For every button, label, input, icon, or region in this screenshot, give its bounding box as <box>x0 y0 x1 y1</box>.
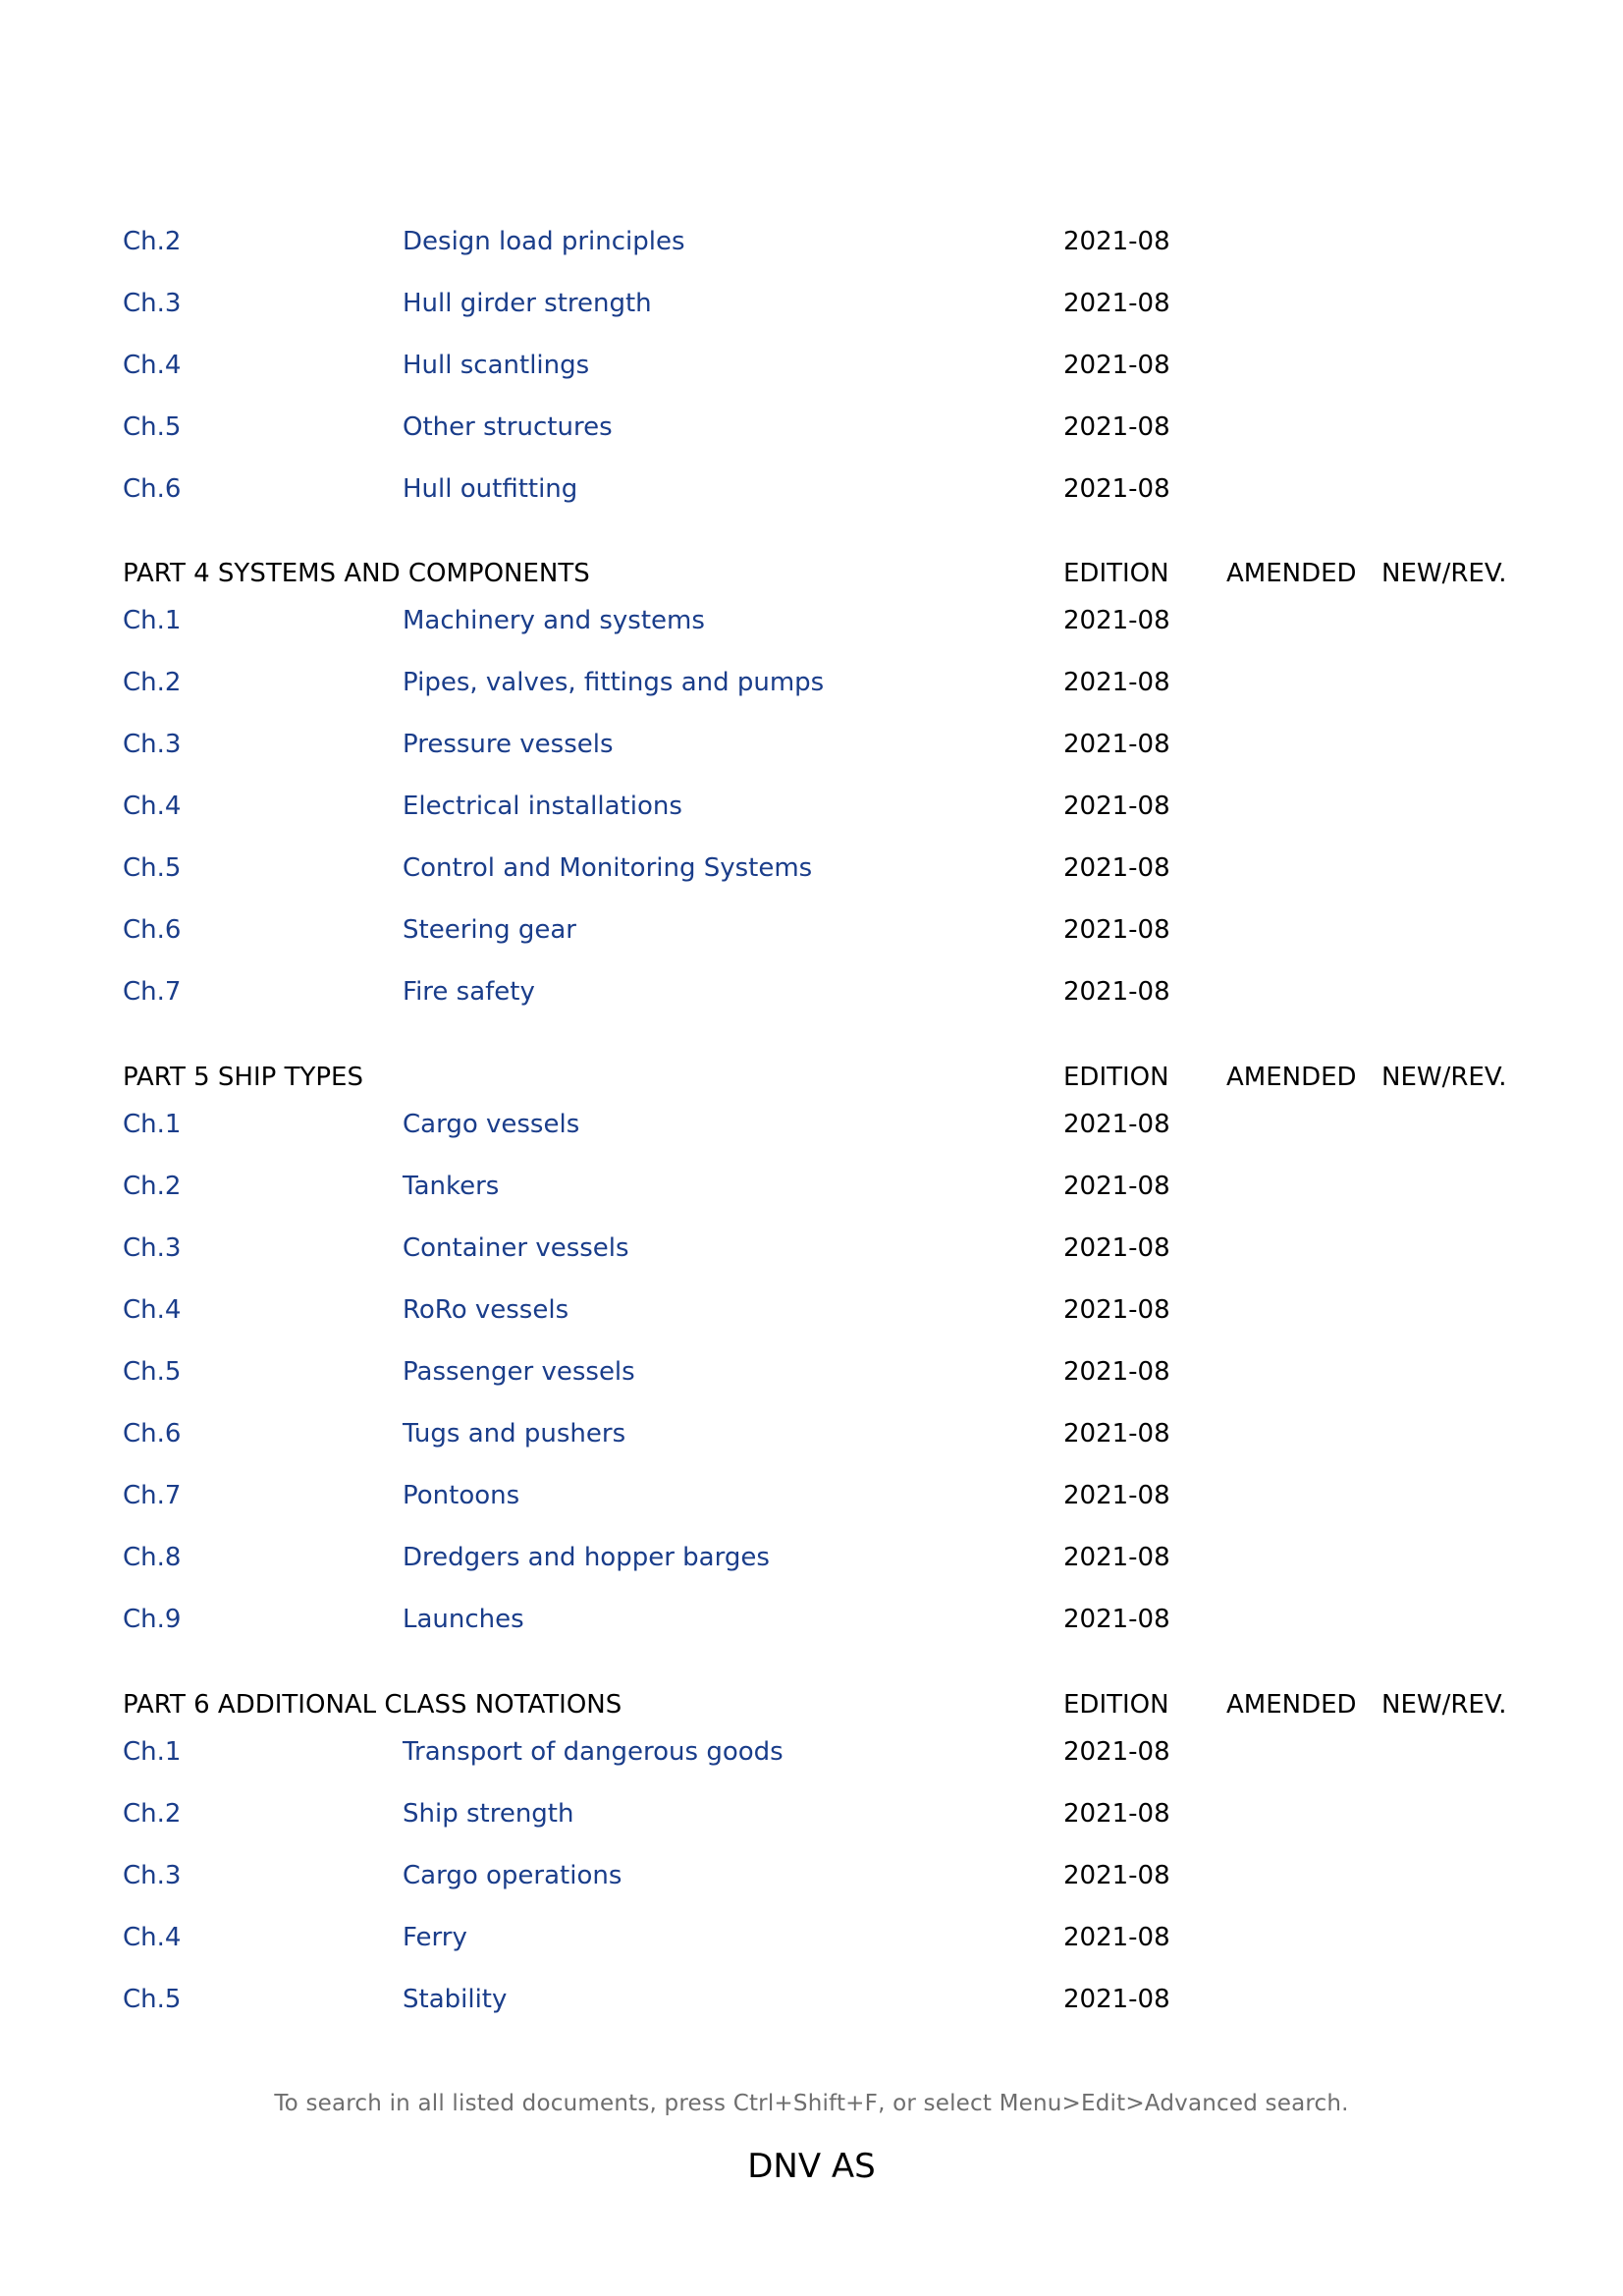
chapter-edition: 2021-08 <box>1063 915 1170 945</box>
chapter-title-link[interactable]: Hull scantlings <box>403 351 590 380</box>
chapter-row[interactable] <box>0 787 1623 826</box>
chapter-row[interactable] <box>0 1980 1623 2019</box>
chapter-row[interactable] <box>0 1794 1623 1833</box>
part-title: PART 6 ADDITIONAL CLASS NOTATIONS <box>123 1690 622 1720</box>
chapter-title-link[interactable]: Design load principles <box>403 227 685 256</box>
chapter-row[interactable] <box>0 1414 1623 1453</box>
chapter-row[interactable] <box>0 848 1623 888</box>
chapter-row[interactable] <box>0 1290 1623 1330</box>
chapter-title-link[interactable]: Tankers <box>403 1172 500 1201</box>
edition-column-header: EDITION <box>1063 1690 1169 1720</box>
amended-column-header: AMENDED <box>1226 1063 1357 1092</box>
chapter-row[interactable] <box>0 1856 1623 1895</box>
newrev-column-header: NEW/REV. <box>1381 559 1507 588</box>
chapter-title-link[interactable]: Ferry <box>403 1923 467 1952</box>
chapter-title-link[interactable]: Other structures <box>403 412 613 442</box>
chapter-number-link[interactable]: Ch.1 <box>123 606 182 635</box>
chapter-edition: 2021-08 <box>1063 853 1170 883</box>
chapter-number-link[interactable]: Ch.3 <box>123 289 182 318</box>
chapter-edition: 2021-08 <box>1063 227 1170 256</box>
chapter-title-link[interactable]: Steering gear <box>403 915 576 945</box>
chapter-title-link[interactable]: Pontoons <box>403 1481 520 1510</box>
chapter-edition: 2021-08 <box>1063 1481 1170 1510</box>
chapter-number-link[interactable]: Ch.5 <box>123 1357 182 1387</box>
chapter-title-link[interactable]: Hull girder strength <box>403 289 652 318</box>
chapter-row[interactable] <box>0 910 1623 950</box>
chapter-number-link[interactable]: Ch.7 <box>123 1481 182 1510</box>
chapter-title-link[interactable]: Pipes, valves, fittings and pumps <box>403 668 825 697</box>
chapter-row[interactable] <box>0 1229 1623 1268</box>
chapter-number-link[interactable]: Ch.7 <box>123 977 182 1007</box>
chapter-number-link[interactable]: Ch.5 <box>123 412 182 442</box>
search-instructions: To search in all listed documents, press Ctrl+Shift+F, or select Menu>Edit>Advanced search. <box>274 2091 1349 2116</box>
edition-column-header: EDITION <box>1063 1063 1169 1092</box>
chapter-edition: 2021-08 <box>1063 1295 1170 1325</box>
chapter-number-link[interactable]: Ch.3 <box>123 730 182 759</box>
chapter-title-link[interactable]: Control and Monitoring Systems <box>403 853 813 883</box>
chapter-title-link[interactable]: Electrical installations <box>403 792 682 821</box>
chapter-edition: 2021-08 <box>1063 730 1170 759</box>
chapter-number-link[interactable]: Ch.6 <box>123 1419 182 1449</box>
chapter-row[interactable] <box>0 663 1623 702</box>
chapter-row[interactable] <box>0 408 1623 447</box>
chapter-number-link[interactable]: Ch.4 <box>123 1923 182 1952</box>
chapter-number-link[interactable]: Ch.6 <box>123 474 182 504</box>
chapter-row[interactable] <box>0 346 1623 385</box>
chapter-title-link[interactable]: Pressure vessels <box>403 730 614 759</box>
chapter-edition: 2021-08 <box>1063 1923 1170 1952</box>
chapter-number-link[interactable]: Ch.2 <box>123 668 182 697</box>
chapter-edition: 2021-08 <box>1063 668 1170 697</box>
chapter-title-link[interactable]: Fire safety <box>403 977 535 1007</box>
chapter-edition: 2021-08 <box>1063 474 1170 504</box>
chapter-row[interactable] <box>0 222 1623 261</box>
chapter-number-link[interactable]: Ch.9 <box>123 1605 182 1634</box>
chapter-title-link[interactable]: RoRo vessels <box>403 1295 569 1325</box>
chapter-title-link[interactable]: Launches <box>403 1605 524 1634</box>
chapter-row[interactable] <box>0 972 1623 1011</box>
chapter-title-link[interactable]: Ship strength <box>403 1799 574 1829</box>
chapter-title-link[interactable]: Cargo operations <box>403 1861 622 1890</box>
chapter-title-link[interactable]: Transport of dangerous goods <box>403 1737 784 1767</box>
chapter-edition: 2021-08 <box>1063 412 1170 442</box>
chapter-title-link[interactable]: Dredgers and hopper barges <box>403 1543 770 1572</box>
chapter-number-link[interactable]: Ch.8 <box>123 1543 182 1572</box>
chapter-edition: 2021-08 <box>1063 1172 1170 1201</box>
chapter-title-link[interactable]: Stability <box>403 1985 508 2014</box>
part-header <box>0 1685 1623 1724</box>
amended-column-header: AMENDED <box>1226 1690 1357 1720</box>
chapter-title-link[interactable]: Passenger vessels <box>403 1357 635 1387</box>
chapter-edition: 2021-08 <box>1063 1419 1170 1449</box>
chapter-edition: 2021-08 <box>1063 1861 1170 1890</box>
part-title: PART 5 SHIP TYPES <box>123 1063 363 1092</box>
chapter-number-link[interactable]: Ch.3 <box>123 1233 182 1263</box>
chapter-number-link[interactable]: Ch.1 <box>123 1110 182 1139</box>
chapter-title-link[interactable]: Container vessels <box>403 1233 629 1263</box>
chapter-edition: 2021-08 <box>1063 1543 1170 1572</box>
newrev-column-header: NEW/REV. <box>1381 1690 1507 1720</box>
chapter-edition: 2021-08 <box>1063 289 1170 318</box>
chapter-row[interactable] <box>0 1476 1623 1515</box>
part-title: PART 4 SYSTEMS AND COMPONENTS <box>123 559 590 588</box>
chapter-number-link[interactable]: Ch.4 <box>123 351 182 380</box>
chapter-number-link[interactable]: Ch.4 <box>123 1295 182 1325</box>
chapter-row[interactable] <box>0 1105 1623 1144</box>
chapter-row[interactable] <box>0 601 1623 640</box>
chapter-edition: 2021-08 <box>1063 1110 1170 1139</box>
chapter-title-link[interactable]: Cargo vessels <box>403 1110 580 1139</box>
chapter-row[interactable] <box>0 1918 1623 1957</box>
chapter-number-link[interactable]: Ch.2 <box>123 1799 182 1829</box>
chapter-row[interactable] <box>0 1167 1623 1206</box>
chapter-edition: 2021-08 <box>1063 1357 1170 1387</box>
part-header <box>0 554 1623 593</box>
chapter-edition: 2021-08 <box>1063 606 1170 635</box>
chapter-row[interactable] <box>0 1538 1623 1577</box>
chapter-row[interactable] <box>0 1352 1623 1392</box>
chapter-row[interactable] <box>0 1600 1623 1639</box>
chapter-title-link[interactable]: Tugs and pushers <box>403 1419 626 1449</box>
chapter-edition: 2021-08 <box>1063 351 1170 380</box>
chapter-number-link[interactable]: Ch.1 <box>123 1737 182 1767</box>
newrev-column-header: NEW/REV. <box>1381 1063 1507 1092</box>
chapter-row[interactable] <box>0 284 1623 323</box>
chapter-row[interactable] <box>0 725 1623 764</box>
chapter-number-link[interactable]: Ch.2 <box>123 227 182 256</box>
chapter-title-link[interactable]: Hull outfitting <box>403 474 578 504</box>
chapter-edition: 2021-08 <box>1063 1737 1170 1767</box>
chapter-edition: 2021-08 <box>1063 1985 1170 2014</box>
chapter-edition: 2021-08 <box>1063 1605 1170 1634</box>
publisher-name: DNV AS <box>747 2147 876 2186</box>
chapter-row[interactable] <box>0 469 1623 509</box>
edition-column-header: EDITION <box>1063 559 1169 588</box>
chapter-number-link[interactable]: Ch.5 <box>123 853 182 883</box>
chapter-number-link[interactable]: Ch.5 <box>123 1985 182 2014</box>
chapter-edition: 2021-08 <box>1063 1799 1170 1829</box>
chapter-edition: 2021-08 <box>1063 977 1170 1007</box>
chapter-row[interactable] <box>0 1732 1623 1772</box>
chapter-number-link[interactable]: Ch.4 <box>123 792 182 821</box>
chapter-number-link[interactable]: Ch.6 <box>123 915 182 945</box>
chapter-edition: 2021-08 <box>1063 1233 1170 1263</box>
part-header <box>0 1058 1623 1097</box>
amended-column-header: AMENDED <box>1226 559 1357 588</box>
chapter-number-link[interactable]: Ch.2 <box>123 1172 182 1201</box>
chapter-title-link[interactable]: Machinery and systems <box>403 606 705 635</box>
chapter-edition: 2021-08 <box>1063 792 1170 821</box>
chapter-number-link[interactable]: Ch.3 <box>123 1861 182 1890</box>
